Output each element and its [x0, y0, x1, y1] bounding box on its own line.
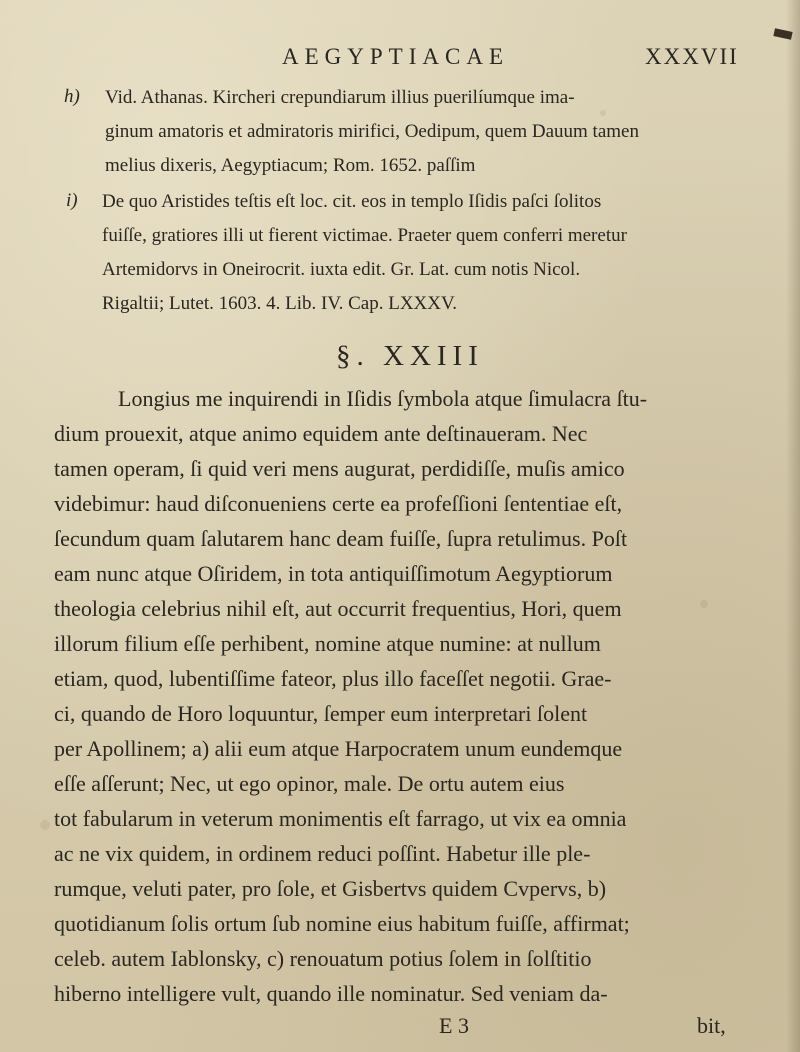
footnote-h-line: melius dixeris, Aegyptiacum; Rom. 1652. paſſim	[105, 155, 476, 176]
running-header	[0, 44, 800, 78]
body-text-line: ac ne vix quidem, in ordinem reduci poſſint. Habetur ille ple-	[54, 841, 591, 866]
running-title: AEGYPTIACAE	[282, 44, 509, 69]
body-text-line: ſecundum quam ſalutarem hanc deam fuiſſe, ſupra retulimus. Poſt	[54, 526, 628, 551]
footnote-i-line: fuiſſe, gratiores illi ut fierent victimae. Praeter quem conferri meretur	[102, 225, 627, 246]
body-text-line: videbimur: haud diſconueniens certe ea profeſſioni ſententiae eſt,	[54, 491, 623, 516]
paper-stain	[700, 600, 708, 608]
body-text-line: ci, quando de Horo loquuntur, ſemper eum interpretari ſolent	[54, 701, 588, 726]
body-text-line: per Apollinem; a) alii eum atque Harpocratem unum eundemque	[54, 736, 623, 761]
section-heading: §. XXIII	[336, 340, 484, 372]
footnote-i-line: De quo Aristides teſtis eſt loc. cit. eos in templo Iſidis paſci ſolitos	[102, 191, 602, 212]
footnote-i-line: Rigaltii; Lutet. 1603. 4. Lib. IV. Cap. LXXXV.	[102, 293, 458, 314]
footnote-h-line: Vid. Athanas. Kircheri crepundiarum illius puerilíumque ima-	[105, 87, 575, 108]
body-text-line: illorum filium eſſe perhibent, nomine atque numine: at nullum	[54, 631, 601, 656]
page-edge-shadow	[786, 0, 800, 1052]
footnote-marker-h: h)	[64, 86, 80, 107]
body-text-line: Longius me inquirendi in Iſidis ſymbola atque ſimulacra ſtu-	[118, 386, 648, 411]
paper-stain	[600, 110, 606, 116]
footnote-i-line: Artemidorvs in Oneirocrit. iuxta edit. Gr. Lat. cum notis Nicol.	[102, 259, 581, 280]
footnote-h-line: ginum amatoris et admiratoris mirifici, Oedipum, quem Dauum tamen	[105, 121, 639, 142]
body-text-line: etiam, quod, lubentiſſime fateor, plus illo faceſſet negotii. Grae-	[54, 666, 612, 691]
footnote-marker-i: i)	[66, 190, 78, 211]
body-text-line: tot fabularum in veterum monimentis eſt farrago, ut vix ea omnia	[54, 806, 627, 831]
page-number: XXXVII	[645, 44, 739, 69]
body-text-line: theologia celebrius nihil eſt, aut occurrit frequentius, Hori, quem	[54, 596, 622, 621]
catchword: bit,	[697, 1013, 726, 1038]
body-text-line: hiberno intelligere vult, quando ille nominatur. Sed veniam da-	[54, 981, 608, 1006]
signature-mark: E 3	[439, 1013, 469, 1038]
paper-stain	[40, 820, 50, 830]
body-text-line: rumque, veluti pater, pro ſole, et Gisbertvs quidem Cvpervs, b)	[54, 876, 607, 901]
body-text-line: celeb. autem Iablonsky, c) renouatum potius ſolem in ſolſtitio	[54, 946, 592, 971]
body-text-line: tamen operam, ſi quid veri mens augurat, perdidiſſe, muſis amico	[54, 456, 625, 481]
body-text-line: quotidianum ſolis ortum ſub nomine eius habitum fuiſſe, affirmat;	[54, 911, 630, 936]
body-text-line: dium prouexit, atque animo equidem ante deſtinaueram. Nec	[54, 421, 588, 446]
body-text-line: eam nunc atque Oſiridem, in tota antiquiſſimotum Aegyptiorum	[54, 561, 613, 586]
body-text-line: eſſe aſſerunt; Nec, ut ego opinor, male. De ortu autem eius	[54, 771, 565, 796]
